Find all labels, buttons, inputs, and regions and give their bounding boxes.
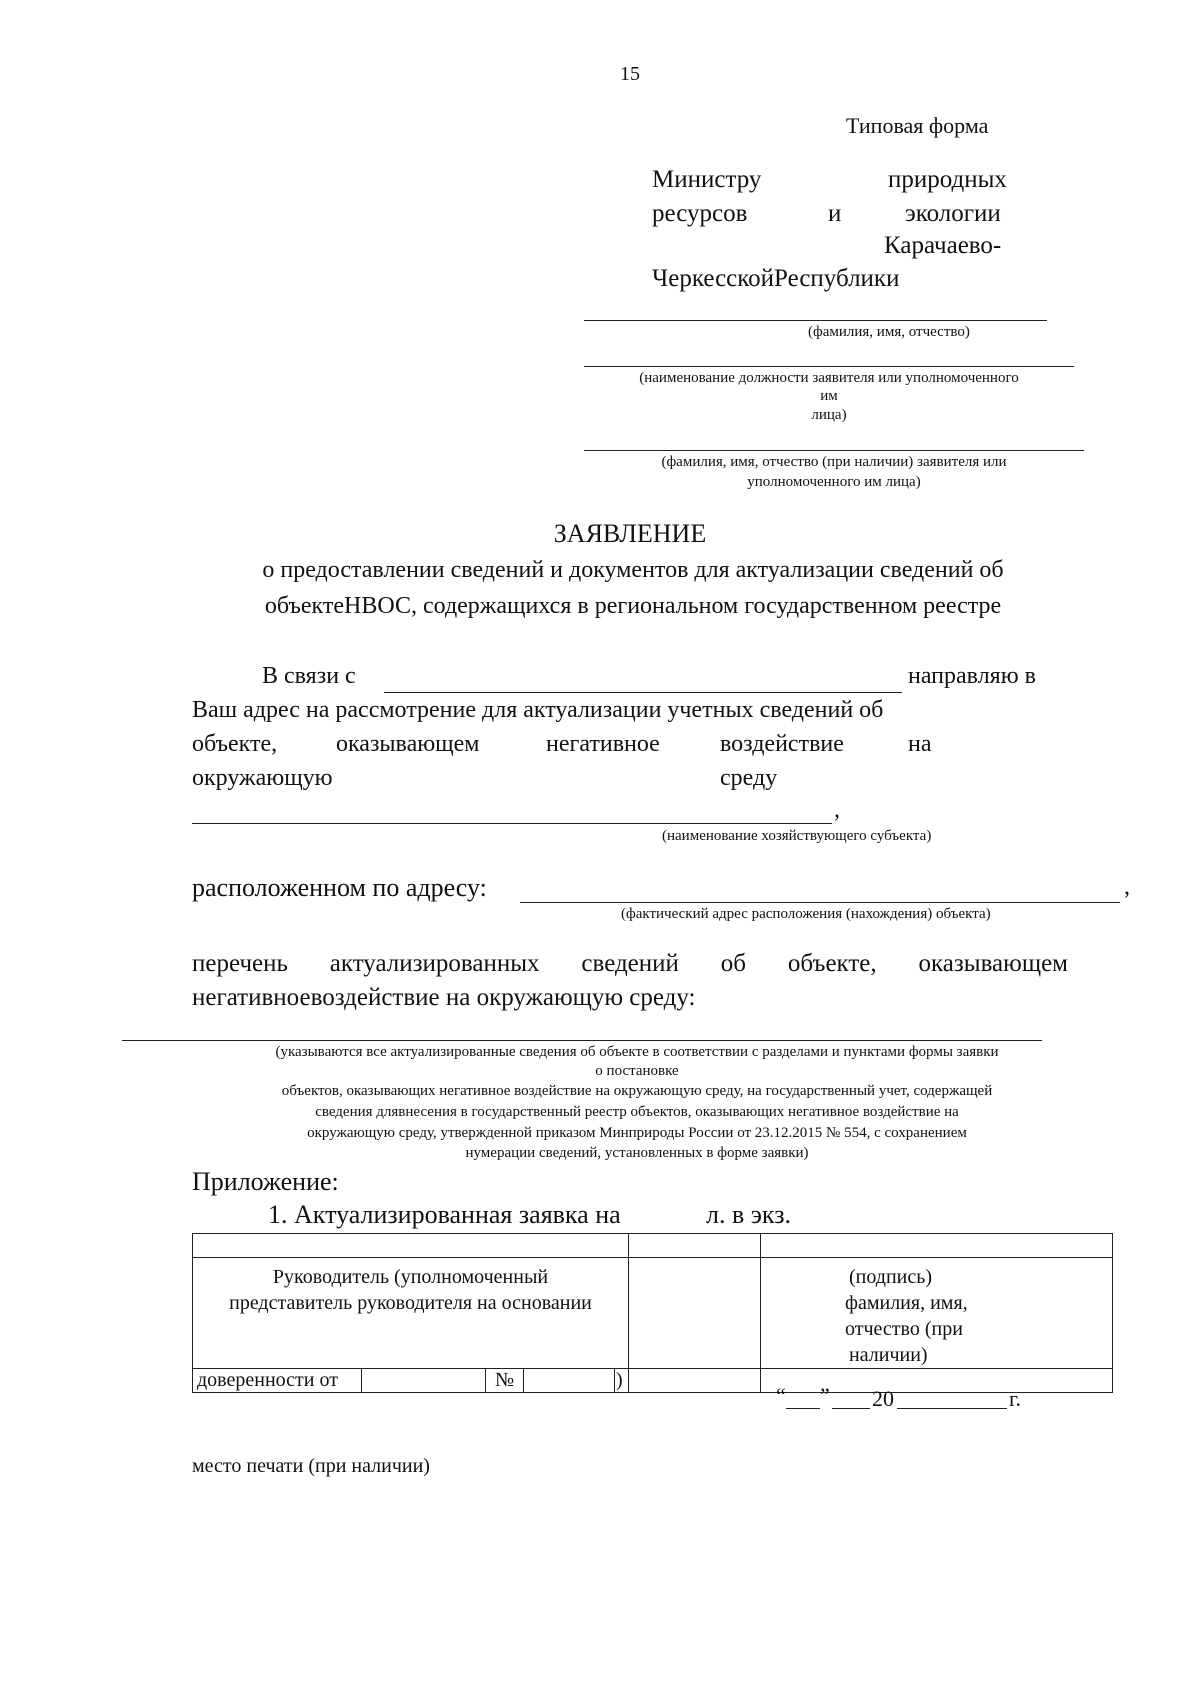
- list-line1: перечень актуализированных сведений об объекте, оказывающем: [192, 950, 1068, 977]
- date-year-suffix: г.: [1009, 1386, 1022, 1411]
- body-line3-word4: воздействие: [720, 731, 844, 757]
- position-line[interactable]: [584, 366, 1074, 367]
- in-connection-label: В связи с: [262, 663, 356, 689]
- body-line3-word2: оказывающем: [336, 731, 480, 757]
- body-line3-word5: на: [908, 731, 932, 757]
- address-caption: (фактический адрес расположения (нахождения) объекта): [621, 906, 991, 922]
- list-line2: негативноевоздействие на окружающую среду:: [192, 984, 696, 1011]
- full-name-line[interactable]: [584, 320, 1047, 321]
- applicant-name-line[interactable]: [584, 450, 1084, 451]
- number-sign: №: [486, 1369, 524, 1393]
- date-day-field[interactable]: [786, 1408, 820, 1409]
- sign-line2: фамилия, имя,: [845, 1292, 968, 1314]
- addressee-line3: Карачаево-: [884, 232, 1002, 259]
- addressee-line2-right: экологии: [905, 200, 1001, 227]
- entity-name-line[interactable]: [192, 823, 832, 824]
- list-caption-6: нумерации сведений, установленных в форме заявки): [465, 1145, 809, 1161]
- addressee-line1-right: природных: [888, 166, 1007, 193]
- signature-table-top-left: [193, 1234, 629, 1258]
- signature-head-line1: Руководитель (уполномоченный: [272, 1266, 549, 1288]
- signature-head-line2: представитель руководителя на основании: [229, 1292, 592, 1314]
- sign-line1: (подпись): [849, 1266, 933, 1288]
- addressee-line2-left: ресурсов: [652, 200, 748, 227]
- list-caption-3: объектов, оказывающих негативное воздействие на окружающую среду, на государственный учет, содержащей: [281, 1083, 993, 1099]
- body-line3-word3: негативное: [546, 731, 660, 757]
- attachment-label: Приложение:: [192, 1167, 339, 1196]
- date-year-prefix: 20: [872, 1386, 894, 1411]
- addressee-line1-left: Министру: [652, 166, 762, 193]
- signature-name-cell: [761, 1258, 1113, 1369]
- body-line2: Ваш адрес на рассмотрение для актуализации учетных сведений об: [192, 697, 884, 723]
- signature-blank-cell[interactable]: [629, 1258, 761, 1369]
- reason-line[interactable]: [384, 692, 902, 693]
- body-line4-right: среду: [720, 765, 778, 791]
- attachment-item1: 1. Актуализированная заявка на: [268, 1200, 621, 1229]
- date-month-field[interactable]: [832, 1408, 870, 1409]
- signature-bottom-right: [761, 1369, 1113, 1393]
- document-subtitle-2: объектеНВОС, содержащихся в региональном государственном реестре: [264, 593, 1002, 619]
- located-at-label: расположенном по адресу:: [192, 873, 487, 902]
- signature-table-top-mid: [629, 1234, 761, 1258]
- applicant-caption-2: уполномоченного им лица): [747, 474, 921, 490]
- power-of-attorney-label: доверенности от: [193, 1369, 362, 1393]
- date-close-quote: ”: [820, 1383, 830, 1408]
- list-caption-1: (указываются все актуализированные сведения об объекте в соответствии с разделами и пунктами формы заявки: [275, 1044, 999, 1060]
- form-type-label: Типовая форма: [846, 113, 989, 138]
- date-open-quote: “: [776, 1383, 786, 1408]
- sending-label: направляю в: [908, 663, 1036, 689]
- sign-line3: отчество (при: [845, 1318, 963, 1340]
- close-paren: ): [615, 1369, 629, 1393]
- body-line4-left: окружающую: [192, 765, 333, 791]
- list-caption-2: о постановке: [595, 1063, 679, 1079]
- addressee-line4: ЧеркесскойРеспублики: [652, 265, 900, 292]
- list-caption-5: окружающую среду, утвержденной приказом Минприроды России от 23.12.2015 № 554, с сохранением: [307, 1125, 967, 1141]
- power-of-attorney-date-field[interactable]: [362, 1369, 486, 1393]
- position-caption-1: (наименование должности заявителя или уполномоченного: [639, 370, 1019, 386]
- body-line3-word1: объекте,: [192, 731, 278, 757]
- position-caption-3: лица): [811, 407, 847, 423]
- entity-comma: ,: [834, 797, 840, 823]
- page-number: 15: [620, 63, 640, 85]
- updated-info-line[interactable]: [122, 1040, 1042, 1041]
- address-line[interactable]: [520, 902, 1120, 903]
- date-year-field[interactable]: [897, 1408, 1007, 1409]
- address-comma: ,: [1124, 874, 1130, 900]
- addressee-line2-mid: и: [828, 200, 842, 227]
- entity-caption: (наименование хозяйствующего субъекта): [662, 828, 932, 844]
- power-of-attorney-number-field[interactable]: [524, 1369, 615, 1393]
- list-caption-4: сведения длявнесения в государственный реестр объектов, оказывающих негативное воздействие на: [315, 1104, 959, 1120]
- attachment-item1-unit: л. в экз.: [706, 1200, 791, 1229]
- signature-table: [192, 1233, 1113, 1393]
- signature-head-cell: [193, 1258, 629, 1369]
- signature-bottom-mid: [629, 1369, 761, 1393]
- signature-table-top-right: [761, 1234, 1113, 1258]
- document-subtitle-1: о предоставлении сведений и документов для актуализации сведений об: [262, 557, 1004, 583]
- stamp-place-label: место печати (при наличии): [192, 1455, 430, 1477]
- document-title: ЗАЯВЛЕНИЕ: [553, 519, 707, 548]
- applicant-caption-1: (фамилия, имя, отчество (при наличии) заявителя или: [661, 454, 1007, 470]
- full-name-caption: (фамилия, имя, отчество): [808, 324, 970, 340]
- position-caption-2: им: [820, 388, 838, 404]
- sign-line4: наличии): [849, 1344, 928, 1366]
